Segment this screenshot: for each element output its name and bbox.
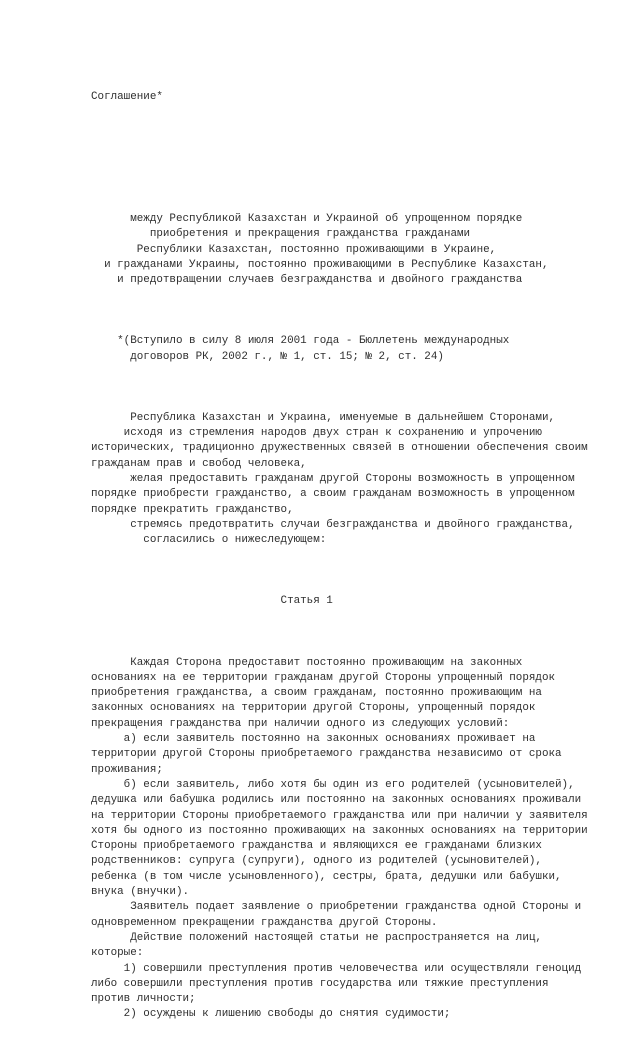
text-line: на территории Стороны приобретаемого гражданства или при наличии у заявителя (91, 809, 588, 822)
text-line: дедушка или бабушка родились или постоянно на законных основаниях проживали (91, 794, 582, 807)
text-line: Республики Казахстан, постоянно проживающими в Украине, (91, 243, 497, 256)
entry-into-force-note (91, 334, 588, 365)
text-line: хотя бы одного из постоянно проживающих на законных основаниях на территории (91, 824, 588, 837)
text-line: проживания; (91, 763, 163, 776)
document-text (91, 59, 588, 1053)
text-line: и предотвращении случаев безгражданства и двойного гражданства (91, 274, 523, 287)
text-line: основаниях на ее территории гражданам другой Стороны упрощенный порядок (91, 671, 556, 684)
text-line: договоров РК, 2002 г., № 1, ст. 15; № 2, ст. 24) (91, 350, 444, 363)
text-line: приобретения и прекращения гражданства гражданами (91, 228, 471, 241)
text-line: согласились о нижеследующем: (91, 534, 327, 547)
text-line: и гражданами Украины, постоянно проживающими в Республике Казахстан, (91, 258, 549, 271)
text-line: гражданам прав и свобод человека, (91, 457, 307, 470)
text-line: прекращения гражданства при наличии одного из следующих условий: (91, 717, 510, 730)
text-line: желая предоставить гражданам другой Стороны возможность в упрощенном (91, 473, 575, 486)
text-line: родственников: супруга (супруги), одного из родителей (усыновителей), (91, 855, 542, 868)
preamble (91, 411, 588, 549)
text-line: между Республикой Казахстан и Украиной об упрощенном порядке (91, 212, 523, 225)
text-line: Статья 1 (91, 595, 333, 608)
text-line: *(Вступило в силу 8 июля 2001 года - Бюллетень международных (91, 335, 510, 348)
text-line: законных основаниях на территории другой Стороны, упрощенный порядок (91, 702, 536, 715)
text-line: Республика Казахстан и Украина, именуемые в дальнейшем Сторонами, (91, 411, 556, 424)
text-line: против личности; (91, 993, 196, 1006)
text-line: Действие положений настоящей статьи не распространяется на лиц, (91, 931, 542, 944)
text-line: Каждая Сторона предоставит постоянно проживающим на законных (91, 656, 523, 669)
text-line: территории другой Стороны приобретаемого гражданства независимо от срока (91, 748, 562, 761)
text-line: б) если заявитель, либо хотя бы один из его родителей (усыновителей), (91, 778, 575, 791)
text-line: которые: (91, 947, 144, 960)
text-line: порядке приобрести гражданство, а своим гражданам возможность в упрощенном (91, 488, 575, 501)
article-1-body (91, 656, 588, 1023)
text-line: приобретения гражданства, а своим гражданам, постоянно проживающим на (91, 687, 542, 700)
text-line: стремясь предотвратить случаи безгражданства и двойного гражданства, (91, 518, 575, 531)
text-line: Стороны приобретаемого гражданства и являющихся ее гражданами близких (91, 840, 542, 853)
text-line: Заявитель подает заявление о приобретении гражданства одной Стороны и (91, 901, 582, 914)
text-line: порядке прекратить гражданство, (91, 503, 294, 516)
text-line: 2) осуждены к лишению свободы до снятия судимости; (91, 1008, 451, 1021)
text-line: ребенка (в том числе усыновленного), сестры, брата, дедушки или бабушки, (91, 870, 562, 883)
text-line: исторических, традиционно дружественных связей в отношении обеспечения своим (91, 442, 588, 455)
text-line: а) если заявитель постоянно на законных основаниях проживает на (91, 733, 536, 746)
text-line: внука (внучки). (91, 886, 190, 899)
document-title (91, 212, 588, 288)
document-label-line: Соглашение* (91, 90, 163, 103)
text-line: 1) совершили преступления против человечества или осуществляли геноцид (91, 962, 582, 975)
text-line: исходя из стремления народов двух стран к сохранению и упрочению (91, 427, 542, 440)
text-line: либо совершили преступления против государства или тяжкие преступления (91, 977, 549, 990)
text-line: одновременном прекращении гражданства другой Стороны. (91, 916, 438, 929)
article-1-heading (91, 594, 588, 609)
